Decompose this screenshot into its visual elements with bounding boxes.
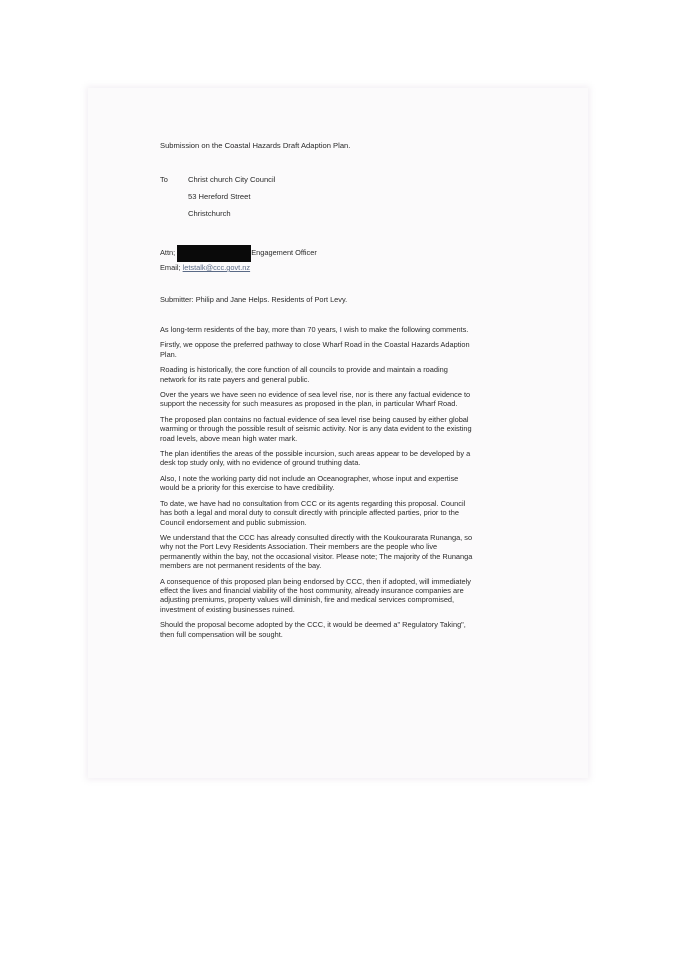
to-label: To: [160, 175, 168, 184]
body-paragraph: A consequence of this proposed plan being endorsed by CCC, then if adopted, will immediately effect the lives and financial viability of the host community, already insurance companies are adjusting premiums, property values will diminish, fire and medical services compromised, investment of existing businesses ruined.: [160, 576, 472, 614]
body-paragraph: Over the years we have seen no evidence of sea level rise, nor is there any factual evidence to support the necessity for such measures as proposed in the plan, in particular Wharf Road.: [160, 390, 471, 409]
email-link[interactable]: letstalk@ccc.govt.nz: [182, 263, 251, 272]
attn-role: Engagement Officer: [251, 248, 317, 258]
recipient-block: [160, 175, 520, 227]
redaction-block: [177, 245, 251, 262]
body-paragraph: The proposed plan contains no factual evidence of sea level rise being caused by either global warming or through the possible result of seismic activity. Nor is any data evident to the existing road levels, above mean high water mark.: [160, 414, 472, 443]
letter-body: [160, 325, 520, 639]
body-paragraph: We understand that the CCC has already consulted directly with the Koukourarata Runanga, so why not the Port Levy Residents Association. Their members are the people who live permanently within the bay, not the occasional visitor. Please note; The majority of the Runanga members are not permanent residents of the bay.: [160, 532, 473, 571]
submitter-line: Submitter: Philip and Jane Helps. Residents of Port Levy.: [160, 295, 348, 304]
attention-line: [160, 246, 520, 260]
address-line: 53 Hereford Street: [188, 192, 251, 201]
body-paragraph: Firstly, we oppose the preferred pathway to close Wharf Road in the Coastal Hazards Adaption Plan.: [160, 340, 470, 359]
letter-title: Submission on the Coastal Hazards Draft Adaption Plan.: [160, 141, 351, 150]
body-paragraph: Also, I note the working party did not include an Oceanographer, whose input and expertise would be a priority for this exercise to have credibility.: [160, 473, 459, 493]
letter: [160, 141, 520, 645]
body-paragraph: Roading is historically, the core function of all councils to provide and maintain a roading network for its rate payers and general public.: [160, 365, 448, 384]
address-line: Christ church City Council: [188, 175, 276, 184]
body-paragraph: To date, we have had no consultation from CCC or its agents regarding this proposal. Council has both a legal and moral duty to consult directly with principle affected parties, prior to the Council endorsement and public submission.: [160, 498, 466, 527]
attn-label: Attn;: [160, 248, 176, 258]
address-line: Christchurch: [188, 209, 231, 218]
email-label: Email;: [160, 263, 181, 272]
body-paragraph: The plan identifies the areas of the possible incursion, such areas appear to be developed by a desk top study only, with no evidence of ground truthing data.: [160, 449, 471, 468]
email-line: [160, 263, 520, 274]
recipient-address: [188, 175, 275, 226]
body-paragraph: As long-term residents of the bay, more than 70 years, I wish to make the following comments.: [160, 325, 469, 334]
body-paragraph: Should the proposal become adopted by the CCC, it would be deemed a" Regulatory Taking", then full compensation will be sought.: [160, 620, 466, 639]
